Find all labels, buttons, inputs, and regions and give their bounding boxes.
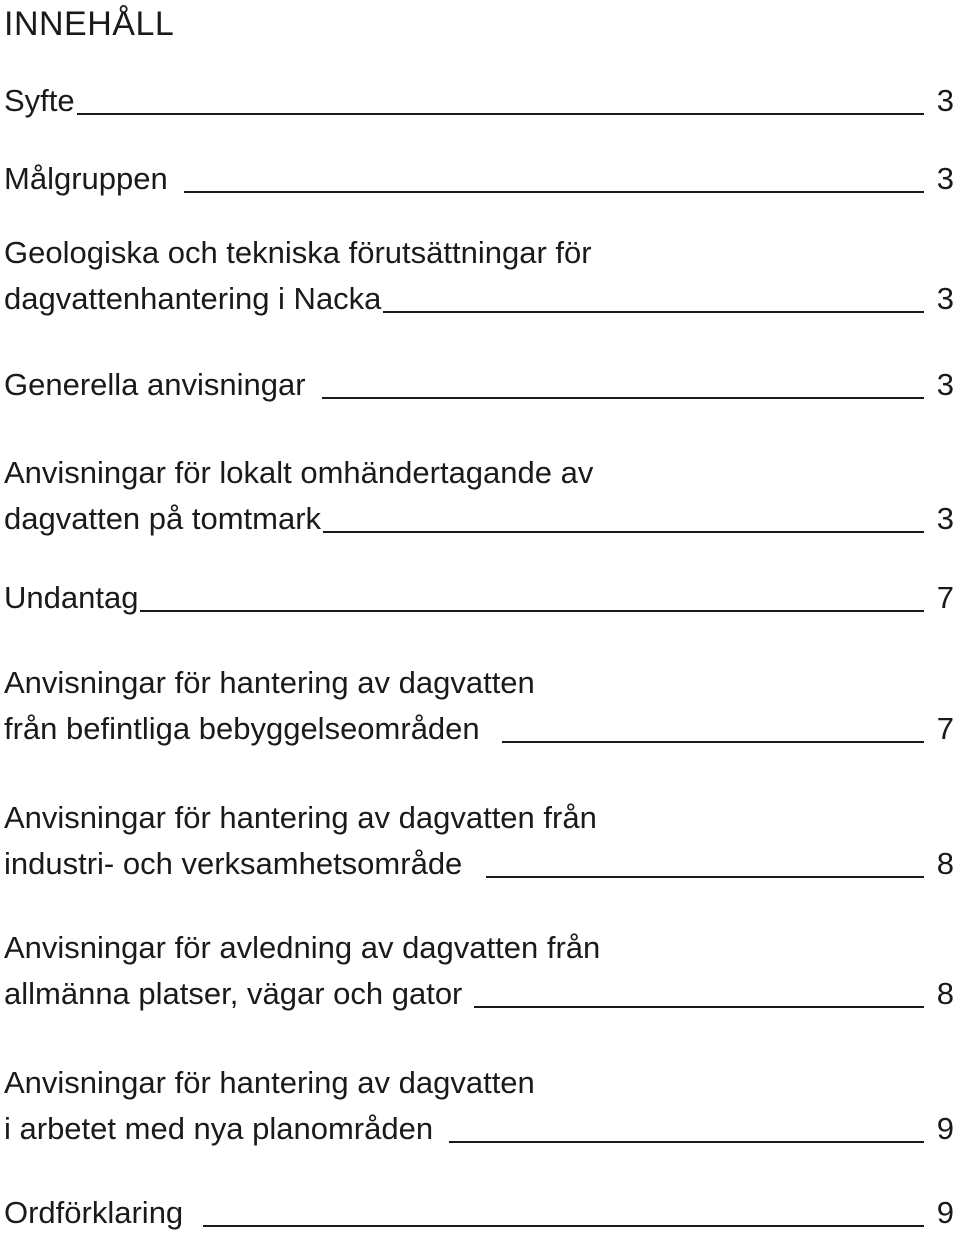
- toc-page-number: 7: [936, 711, 954, 746]
- toc-page-number: 3: [936, 281, 954, 316]
- toc-leader-line: [383, 311, 924, 313]
- toc-entry-allmanna[interactable]: [4, 925, 954, 1017]
- toc-entry-line: [4, 660, 954, 706]
- toc-leader-line: [323, 531, 924, 533]
- toc-entry-title: Ordförklaring: [4, 1195, 184, 1230]
- toc-entry-title: dagvattenhantering i Nacka: [4, 281, 382, 316]
- toc-entry-title: Syfte: [4, 83, 75, 118]
- toc-leader-line: [474, 1006, 924, 1008]
- toc-page-number: 3: [936, 161, 954, 196]
- toc-leader-line: [449, 1141, 924, 1143]
- toc-entry-syfte[interactable]: [4, 78, 954, 124]
- toc-entry-line: [4, 450, 954, 496]
- toc-entry-line: [4, 496, 954, 542]
- toc-entry-line: [4, 230, 954, 276]
- toc-page-number: 9: [936, 1111, 954, 1146]
- toc-leader-line: [203, 1225, 924, 1227]
- toc-entry-industri[interactable]: [4, 795, 954, 887]
- toc-entry-title: Anvisningar för hantering av dagvatten från: [4, 800, 597, 835]
- toc-entry-planomraden[interactable]: [4, 1060, 954, 1152]
- toc-entry-geologiska[interactable]: [4, 230, 954, 322]
- toc-leader-line: [486, 876, 924, 878]
- toc-entry-line: [4, 156, 954, 202]
- toc-entry-title: Undantag: [4, 580, 139, 615]
- toc-entry-generella[interactable]: [4, 362, 954, 408]
- toc-entry-ordforklaring[interactable]: [4, 1190, 954, 1236]
- toc-entry-line: [4, 362, 954, 408]
- toc-entry-title: Målgruppen: [4, 161, 168, 196]
- toc-entry-title: Generella anvisningar: [4, 367, 306, 402]
- toc-leader-line: [502, 741, 924, 743]
- toc-entry-title: industri- och verksamhetsområde: [4, 846, 463, 881]
- toc-entry-line: [4, 971, 954, 1017]
- toc-leader-line: [140, 610, 924, 612]
- toc-page-number: 3: [936, 501, 954, 536]
- toc-heading: INNEHÅLL: [4, 5, 175, 43]
- toc-leader-line: [322, 397, 924, 399]
- toc-entry-line: [4, 795, 954, 841]
- toc-entry-line: [4, 78, 954, 124]
- toc-entry-befintliga[interactable]: [4, 660, 954, 752]
- toc-entry-title: Anvisningar för lokalt omhändertagande av: [4, 455, 594, 490]
- toc-page-number: 8: [936, 976, 954, 1011]
- toc-entry-title: Anvisningar för hantering av dagvatten: [4, 1065, 535, 1100]
- toc-entry-undantag[interactable]: [4, 575, 954, 621]
- toc-entry-lokalt[interactable]: [4, 450, 954, 542]
- toc-entry-line: [4, 276, 954, 322]
- toc-page-number: 9: [936, 1195, 954, 1230]
- toc-entry-line: [4, 1106, 954, 1152]
- toc-entry-title: dagvatten på tomtmark: [4, 501, 322, 536]
- toc-entry-title: från befintliga bebyggelseområden: [4, 711, 480, 746]
- toc-leader-line: [184, 191, 924, 193]
- toc-entry-line: [4, 1190, 954, 1236]
- toc-page-number: 3: [936, 83, 954, 118]
- toc-entry-title: Anvisningar för avledning av dagvatten från: [4, 930, 601, 965]
- toc-entry-line: [4, 1060, 954, 1106]
- toc-entry-line: [4, 575, 954, 621]
- toc-page-number: 8: [936, 846, 954, 881]
- toc-entry-title: allmänna platser, vägar och gator: [4, 976, 463, 1011]
- toc-page-number: 3: [936, 367, 954, 402]
- toc-entry-malgruppen[interactable]: [4, 156, 954, 202]
- toc-entry-line: [4, 925, 954, 971]
- toc-entry-line: [4, 841, 954, 887]
- toc-entry-title: Anvisningar för hantering av dagvatten: [4, 665, 535, 700]
- toc-page-number: 7: [936, 580, 954, 615]
- toc-leader-line: [77, 113, 924, 115]
- toc-entry-title: Geologiska och tekniska förutsättningar för: [4, 235, 592, 270]
- toc-entry-title: i arbetet med nya planområden: [4, 1111, 434, 1146]
- toc-entry-line: [4, 706, 954, 752]
